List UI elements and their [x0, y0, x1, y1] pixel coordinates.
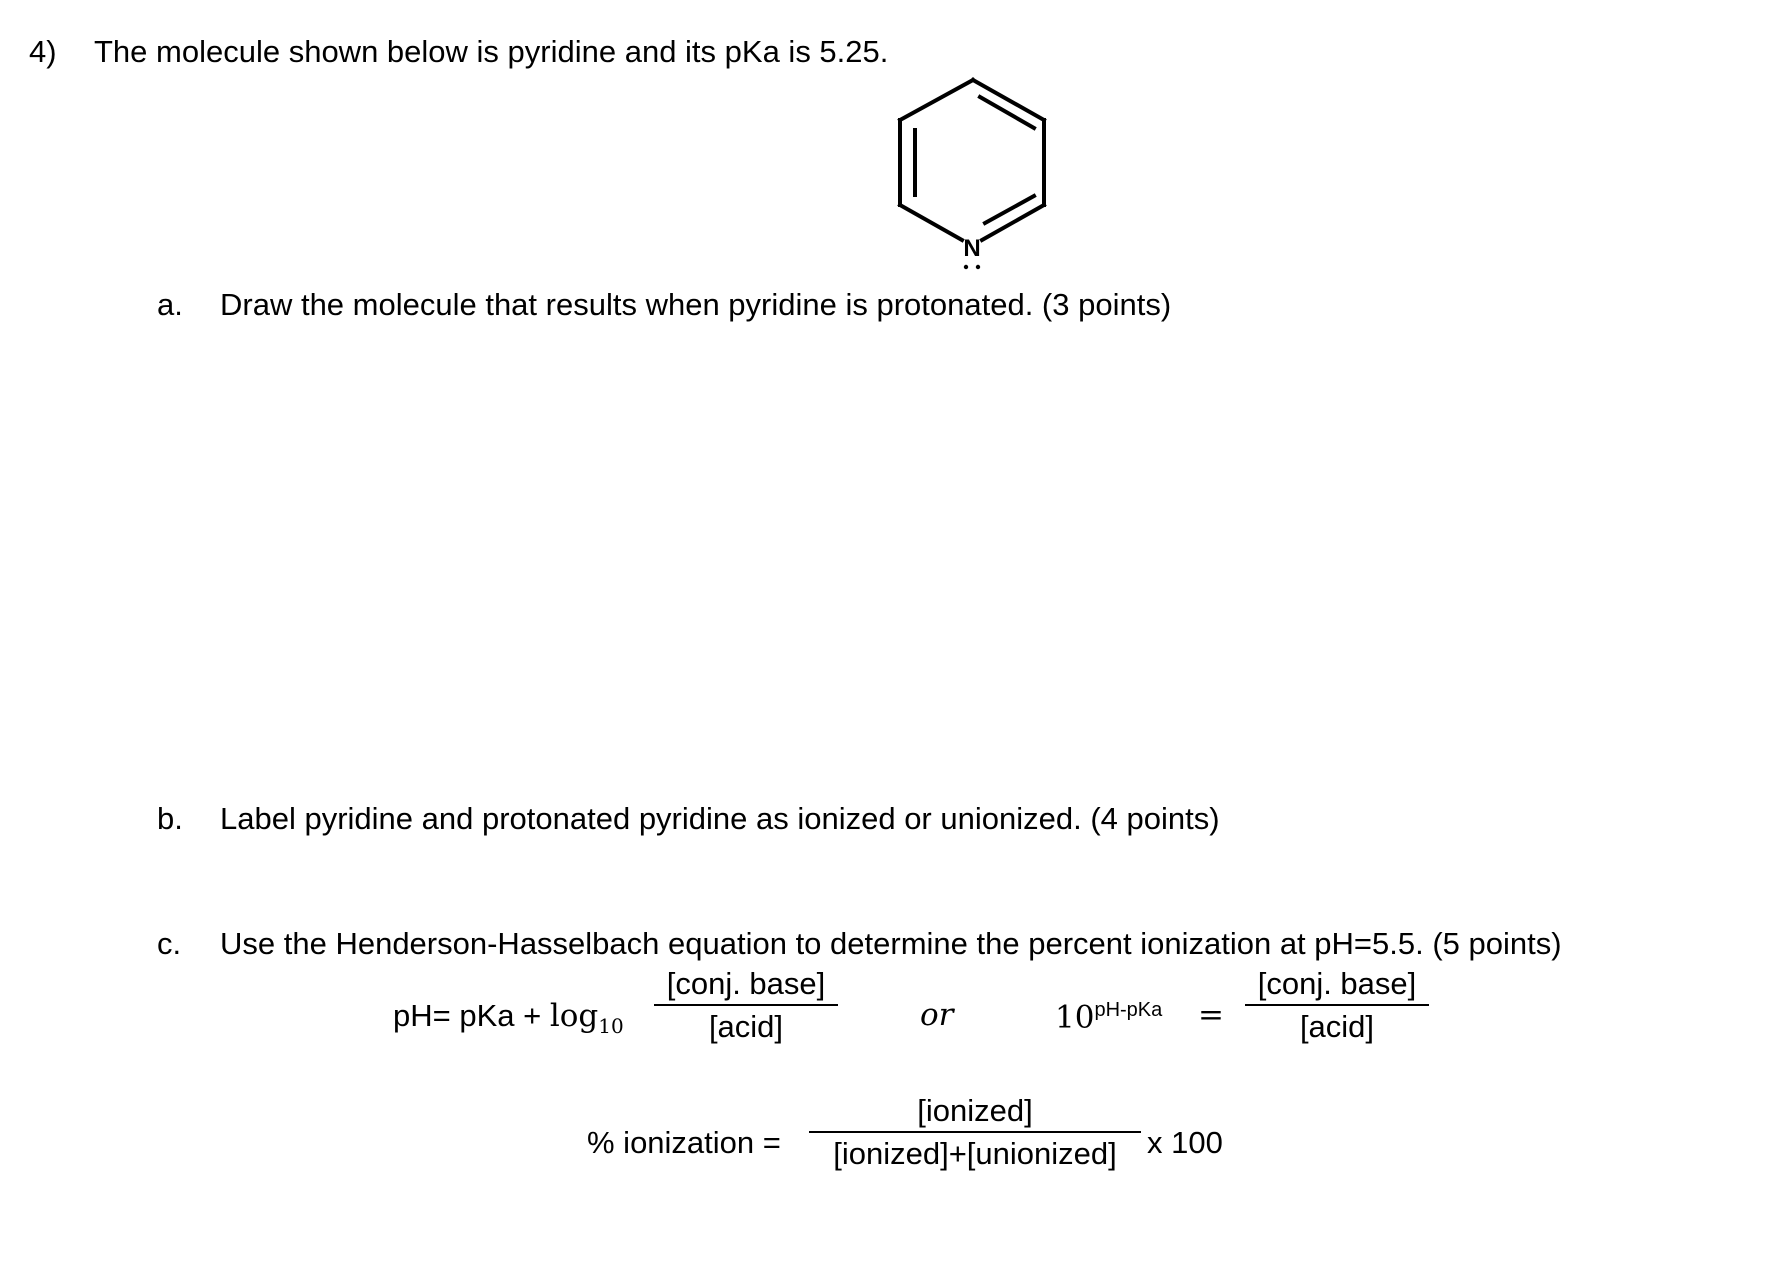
pct-denominator: [ionized]+[unionized] — [833, 1136, 1117, 1171]
ratio-denominator: [acid] — [1299, 1009, 1375, 1044]
percent-ionization-label: % ionization = — [587, 1125, 781, 1160]
fraction-bar — [1245, 1004, 1429, 1006]
nitrogen-atom-label: N — [963, 235, 981, 262]
lone-pair-dot — [976, 265, 980, 269]
part-c-text: Use the Henderson-Hasselbach equation to determine the percent ionization at pH=5.5. (5 points) — [220, 926, 1562, 961]
part-a-text: Draw the molecule that results when pyridine is protonated. (3 points) — [220, 287, 1172, 322]
pyridine-structure — [880, 70, 1070, 270]
part-c-label: c. — [157, 926, 182, 961]
lone-pair-dot — [964, 265, 968, 269]
fraction-bar — [654, 1004, 838, 1006]
question-text: The molecule shown below is pyridine and its pKa is 5.25. — [94, 34, 889, 69]
or-text: or — [920, 997, 954, 1033]
hh-left-side: pH= pKa + $\log_{10}$ — [393, 998, 624, 1039]
ratio-numerator: [conj. base] — [1257, 966, 1417, 1001]
part-b-text: Label pyridine and protonated pyridine as ionized or unionized. (4 points) — [220, 801, 1220, 836]
part-b-label: b. — [157, 801, 183, 836]
hh-numerator: [conj. base] — [666, 966, 826, 1001]
question-number: 4) — [29, 34, 57, 69]
hh-fraction — [654, 968, 838, 1042]
pct-numerator: [ionized] — [917, 1093, 1033, 1128]
exponential-form: $10^{pH-pKa}$ — [1055, 999, 1163, 1036]
ratio-fraction — [1245, 968, 1429, 1042]
percent-ionization-fraction — [809, 1095, 1141, 1169]
equals-sign: = — [1198, 997, 1224, 1033]
fraction-bar — [809, 1131, 1141, 1133]
hh-denominator: [acid] — [708, 1009, 784, 1044]
times-100: x 100 — [1147, 1125, 1223, 1160]
part-a-label: a. — [157, 287, 183, 322]
